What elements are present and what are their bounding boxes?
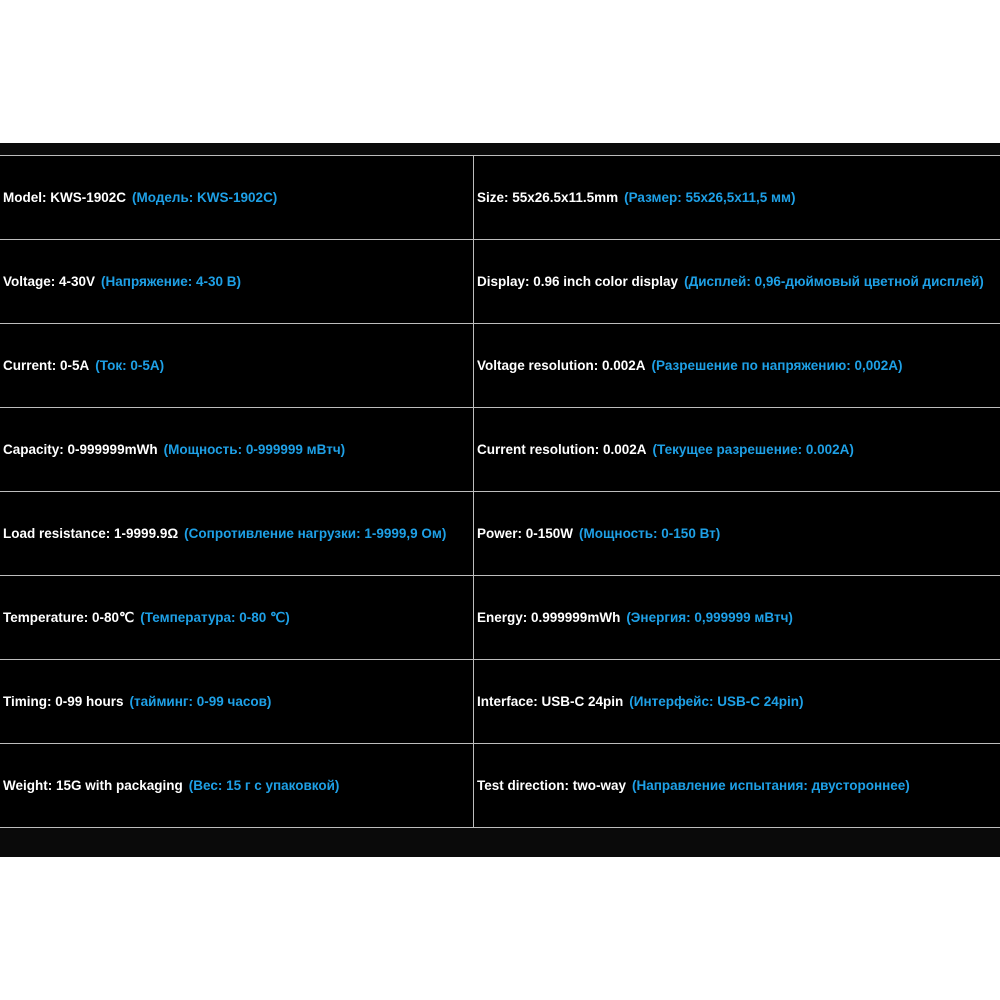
table-row (0, 156, 1000, 240)
spec-label-ru: (Разрешение по напряжению: 0,002A) (651, 358, 903, 373)
spec-cell-test-direction (474, 744, 1000, 828)
spec-label-ru: (Дисплей: 0,96-дюймовый цветной дисплей) (684, 274, 984, 289)
spec-label-ru: (Текущее разрешение: 0.002A) (652, 442, 854, 457)
spec-cell-weight (0, 744, 474, 828)
spec-cell-interface (474, 660, 1000, 744)
table-row (0, 660, 1000, 744)
spec-label-ru: (Напряжение: 4-30 В) (101, 274, 242, 289)
spec-cell-display (474, 240, 1000, 324)
spec-cell-size (474, 156, 1000, 240)
table-row (0, 240, 1000, 324)
spec-label-ru: (Интерфейс: USB-C 24pin) (629, 694, 804, 709)
spec-label-en: Display: 0.96 inch color display (477, 274, 679, 289)
table-row (0, 576, 1000, 660)
spec-cell-voltage (0, 240, 474, 324)
spec-label-en: Voltage: 4-30V (3, 274, 96, 289)
spec-label-en: Interface: USB-C 24pin (477, 694, 624, 709)
table-row (0, 744, 1000, 828)
spec-label-en: Current: 0-5A (3, 358, 90, 373)
spec-label-ru: (Температура: 0-80 ℃) (140, 609, 290, 625)
spec-label-en: Energy: 0.999999mWh (477, 610, 621, 625)
spec-label-en: Weight: 15G with packaging (3, 778, 183, 793)
spec-label-en: Power: 0-150W (477, 526, 574, 541)
table-row (0, 408, 1000, 492)
spec-label-en: Timing: 0-99 hours (3, 694, 124, 709)
spec-cell-timing (0, 660, 474, 744)
spec-label-en: Capacity: 0-999999mWh (3, 442, 158, 457)
spec-cell-load-resistance (0, 492, 474, 576)
spec-label-en: Load resistance: 1-9999.9Ω (3, 526, 179, 541)
spec-label-ru: (Направление испытания: двустороннее) (632, 778, 910, 793)
spec-label-en: Size: 55x26.5x11.5mm (477, 190, 619, 205)
spec-cell-energy (474, 576, 1000, 660)
table-row (0, 492, 1000, 576)
spec-cell-power (474, 492, 1000, 576)
spec-label-ru: (тайминг: 0-99 часов) (129, 694, 272, 709)
spec-label-ru: (Энергия: 0,999999 мВтч) (626, 610, 793, 625)
spec-label-ru: (Модель: KWS-1902C) (132, 190, 278, 205)
spec-label-ru: (Мощность: 0-999999 мВтч) (163, 442, 346, 457)
table-row (0, 324, 1000, 408)
spec-cell-current (0, 324, 474, 408)
spec-label-ru: (Вес: 15 г с упаковкой) (188, 778, 340, 793)
spec-cell-capacity (0, 408, 474, 492)
spec-cell-temperature (0, 576, 474, 660)
spec-label-en: Temperature: 0-80℃ (3, 609, 135, 625)
spec-label-en: Current resolution: 0.002A (477, 442, 647, 457)
spec-label-ru: (Ток: 0-5A) (95, 358, 165, 373)
spec-label-ru: (Сопротивление нагрузки: 1-9999,9 Ом) (184, 526, 447, 541)
spec-label-ru: (Размер: 55x26,5x11,5 мм) (624, 190, 796, 205)
spec-cell-current-resolution (474, 408, 1000, 492)
spec-label-en: Model: KWS-1902C (3, 190, 127, 205)
spec-cell-model (0, 156, 474, 240)
spec-label-ru: (Мощность: 0-150 Вт) (579, 526, 721, 541)
spec-table (0, 155, 1000, 828)
spec-label-en: Voltage resolution: 0.002A (477, 358, 646, 373)
spec-cell-voltage-resolution (474, 324, 1000, 408)
spec-label-en: Test direction: two-way (477, 778, 627, 793)
